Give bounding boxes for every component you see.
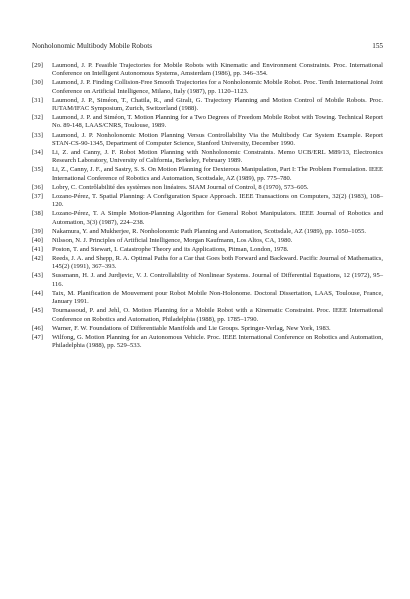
reference-text: Reeds, J. A. and Shepp, R. A. Optimal Paths for a Car that Goes both Forward and Backward. Pacific Journal of Mathematics, 145(2) (1991), 367–393. [52, 255, 383, 271]
reference-number: [31] [32, 96, 43, 104]
reference-item [32, 184, 383, 192]
reference-text: Laumond, J. P. Finding Collision-Free Smooth Trajectories for a Nonholonomic Mobile Robot. Proc. Tenth International Joint Conference on Artificial Intelligence, Milano, Italy (1987), pp. 1120–1123. [52, 79, 383, 95]
reference-item [32, 255, 383, 272]
reference-item [32, 210, 383, 227]
reference-text: Lobry, C. Contrôlabilité des systèmes non linéaires. SIAM Journal of Control, 8 (1970), 573–605. [52, 183, 309, 191]
reference-item [32, 97, 383, 114]
reference-text: Lozano-Pérez, T. Spatial Planning: A Configuration Space Approach. IEEE Transactions on Computers, 32(2) (1983), 108–120. [52, 192, 383, 209]
reference-text: Laumond, J. P., Siméon, T., Chatila, R., and Giralt, G. Trajectory Planning and Motion Control of Mobile Robots. Proc. IUTAM/IFAC Symposium, Zurich, Switzerland (1988). [52, 96, 383, 113]
reference-item [32, 237, 383, 245]
reference-number: [30] [32, 79, 43, 87]
reference-number: [38] [32, 210, 43, 218]
reference-text: Laumond, J. P. Feasible Trajectories for Mobile Robots with Kinematic and Environment Constraints. Proc. International Conference on Intelligent Autonomous Systems, Amsterdam (1986), pp. 346–354. [52, 62, 383, 78]
reference-text: Laumond, J. P. Nonholonomic Motion Planning Versus Controllability Via the Multibody Car System Example. Report STAN-CS-90-1345, Department of Computer Science, Stanford University, December 1990. [52, 131, 383, 147]
reference-text: Nakamura, Y. and Mukherjee, R. Nonholonomic Path Planning and Automation, Scottsdale, AZ (1989), pp. 1050–1055. [52, 227, 367, 235]
reference-text: Li, Z. and Canny, J. F. Robot Motion Planning with Nonholonomic Constraints. Memo UCB/ERL M89/13, Electronics Research Laboratory, University of California, Berkeley, February 1989. [52, 148, 383, 165]
reference-item [32, 166, 383, 183]
reference-item [32, 290, 383, 307]
reference-number: [34] [32, 148, 43, 156]
reference-number: [40] [32, 236, 43, 244]
page-number: 155 [372, 42, 383, 50]
reference-item [32, 307, 383, 324]
reference-item [32, 272, 383, 289]
reference-text: Tournassoud, P. and Jehl, O. Motion Planning for a Mobile Robot with a Kinematic Constraint. Proc. IEEE International Conference on Robotics and Automation, Philadelphia (1988), pp. 1785–1790. [52, 307, 383, 323]
reference-number: [35] [32, 166, 43, 174]
reference-text: Warner, F. W. Foundations of Differentiable Manifolds and Lie Groups. Springer-Verlag, New York, 1983. [52, 324, 331, 332]
reference-item [32, 149, 383, 166]
reference-number: [43] [32, 272, 43, 280]
reference-item [32, 228, 383, 236]
reference-number: [33] [32, 131, 43, 139]
reference-item [32, 193, 383, 210]
reference-text: Nilsson, N. J. Principles of Artificial Intelligence, Morgan Kaufmann, Los Altos, CA, 1980. [52, 236, 293, 244]
reference-number: [47] [32, 333, 43, 341]
reference-number: [32] [32, 114, 43, 122]
reference-item [32, 325, 383, 333]
reference-number: [36] [32, 183, 43, 191]
reference-text: Laumond, J. P. and Siméon, T. Motion Planning for a Two Degrees of Freedom Mobile Robot with Towing. Technical Report No. 89-148, LAAS/CNRS, Toulouse, 1989. [52, 114, 383, 130]
reference-text: Lozano-Pérez, T. A Simple Motion-Planning Algorithm for General Robot Manipulators. IEEE Journal of Robotics and Automation, 3(3) (1987), 224–238. [52, 210, 383, 226]
reference-item [32, 132, 383, 149]
reference-text: Poston, T. and Stewart, I. Catastrophe Theory and its Applications, Pitman, London, 1978. [52, 245, 289, 253]
reference-text: Li, Z., Canny, J. F., and Sastry, S. S. On Motion Planning for Dexterous Manipulation, Part I: The Problem Formulation. IEEE International Conference of Robotics and Automation, Scottsdale, AZ (1989), pp. 775–780. [52, 166, 383, 182]
reference-number: [45] [32, 307, 43, 315]
reference-number: [46] [32, 324, 43, 332]
reference-text: Taix, M. Planification de Mouvement pour Robot Mobile Non-Holonome. Doctoral Dissertation, LAAS, Toulouse, France, January 1991. [52, 289, 383, 306]
reference-number: [41] [32, 245, 43, 253]
reference-item [32, 62, 383, 79]
reference-number: [39] [32, 227, 43, 235]
running-header [32, 41, 383, 51]
reference-item [32, 334, 383, 351]
reference-number: [42] [32, 255, 43, 263]
reference-item [32, 114, 383, 131]
reference-list [32, 62, 383, 351]
reference-text: Sussmann, H. J. and Jurdjevic, V. J. Controllability of Nonlinear Systems. Journal of Differential Equations, 12 (1972), 95–116. [52, 272, 383, 288]
reference-item [32, 246, 383, 254]
reference-item [32, 79, 383, 96]
reference-number: [44] [32, 289, 43, 297]
reference-text: Wilfong, G. Motion Planning for an Autonomous Vehicle. Proc. IEEE International Conference on Robotics and Automation, Philadelphia (1988), pp. 529–533. [52, 333, 383, 350]
reference-number: [37] [32, 192, 43, 200]
running-title: Nonholonomic Multibody Mobile Robots [32, 42, 152, 50]
reference-number: [29] [32, 62, 43, 69]
